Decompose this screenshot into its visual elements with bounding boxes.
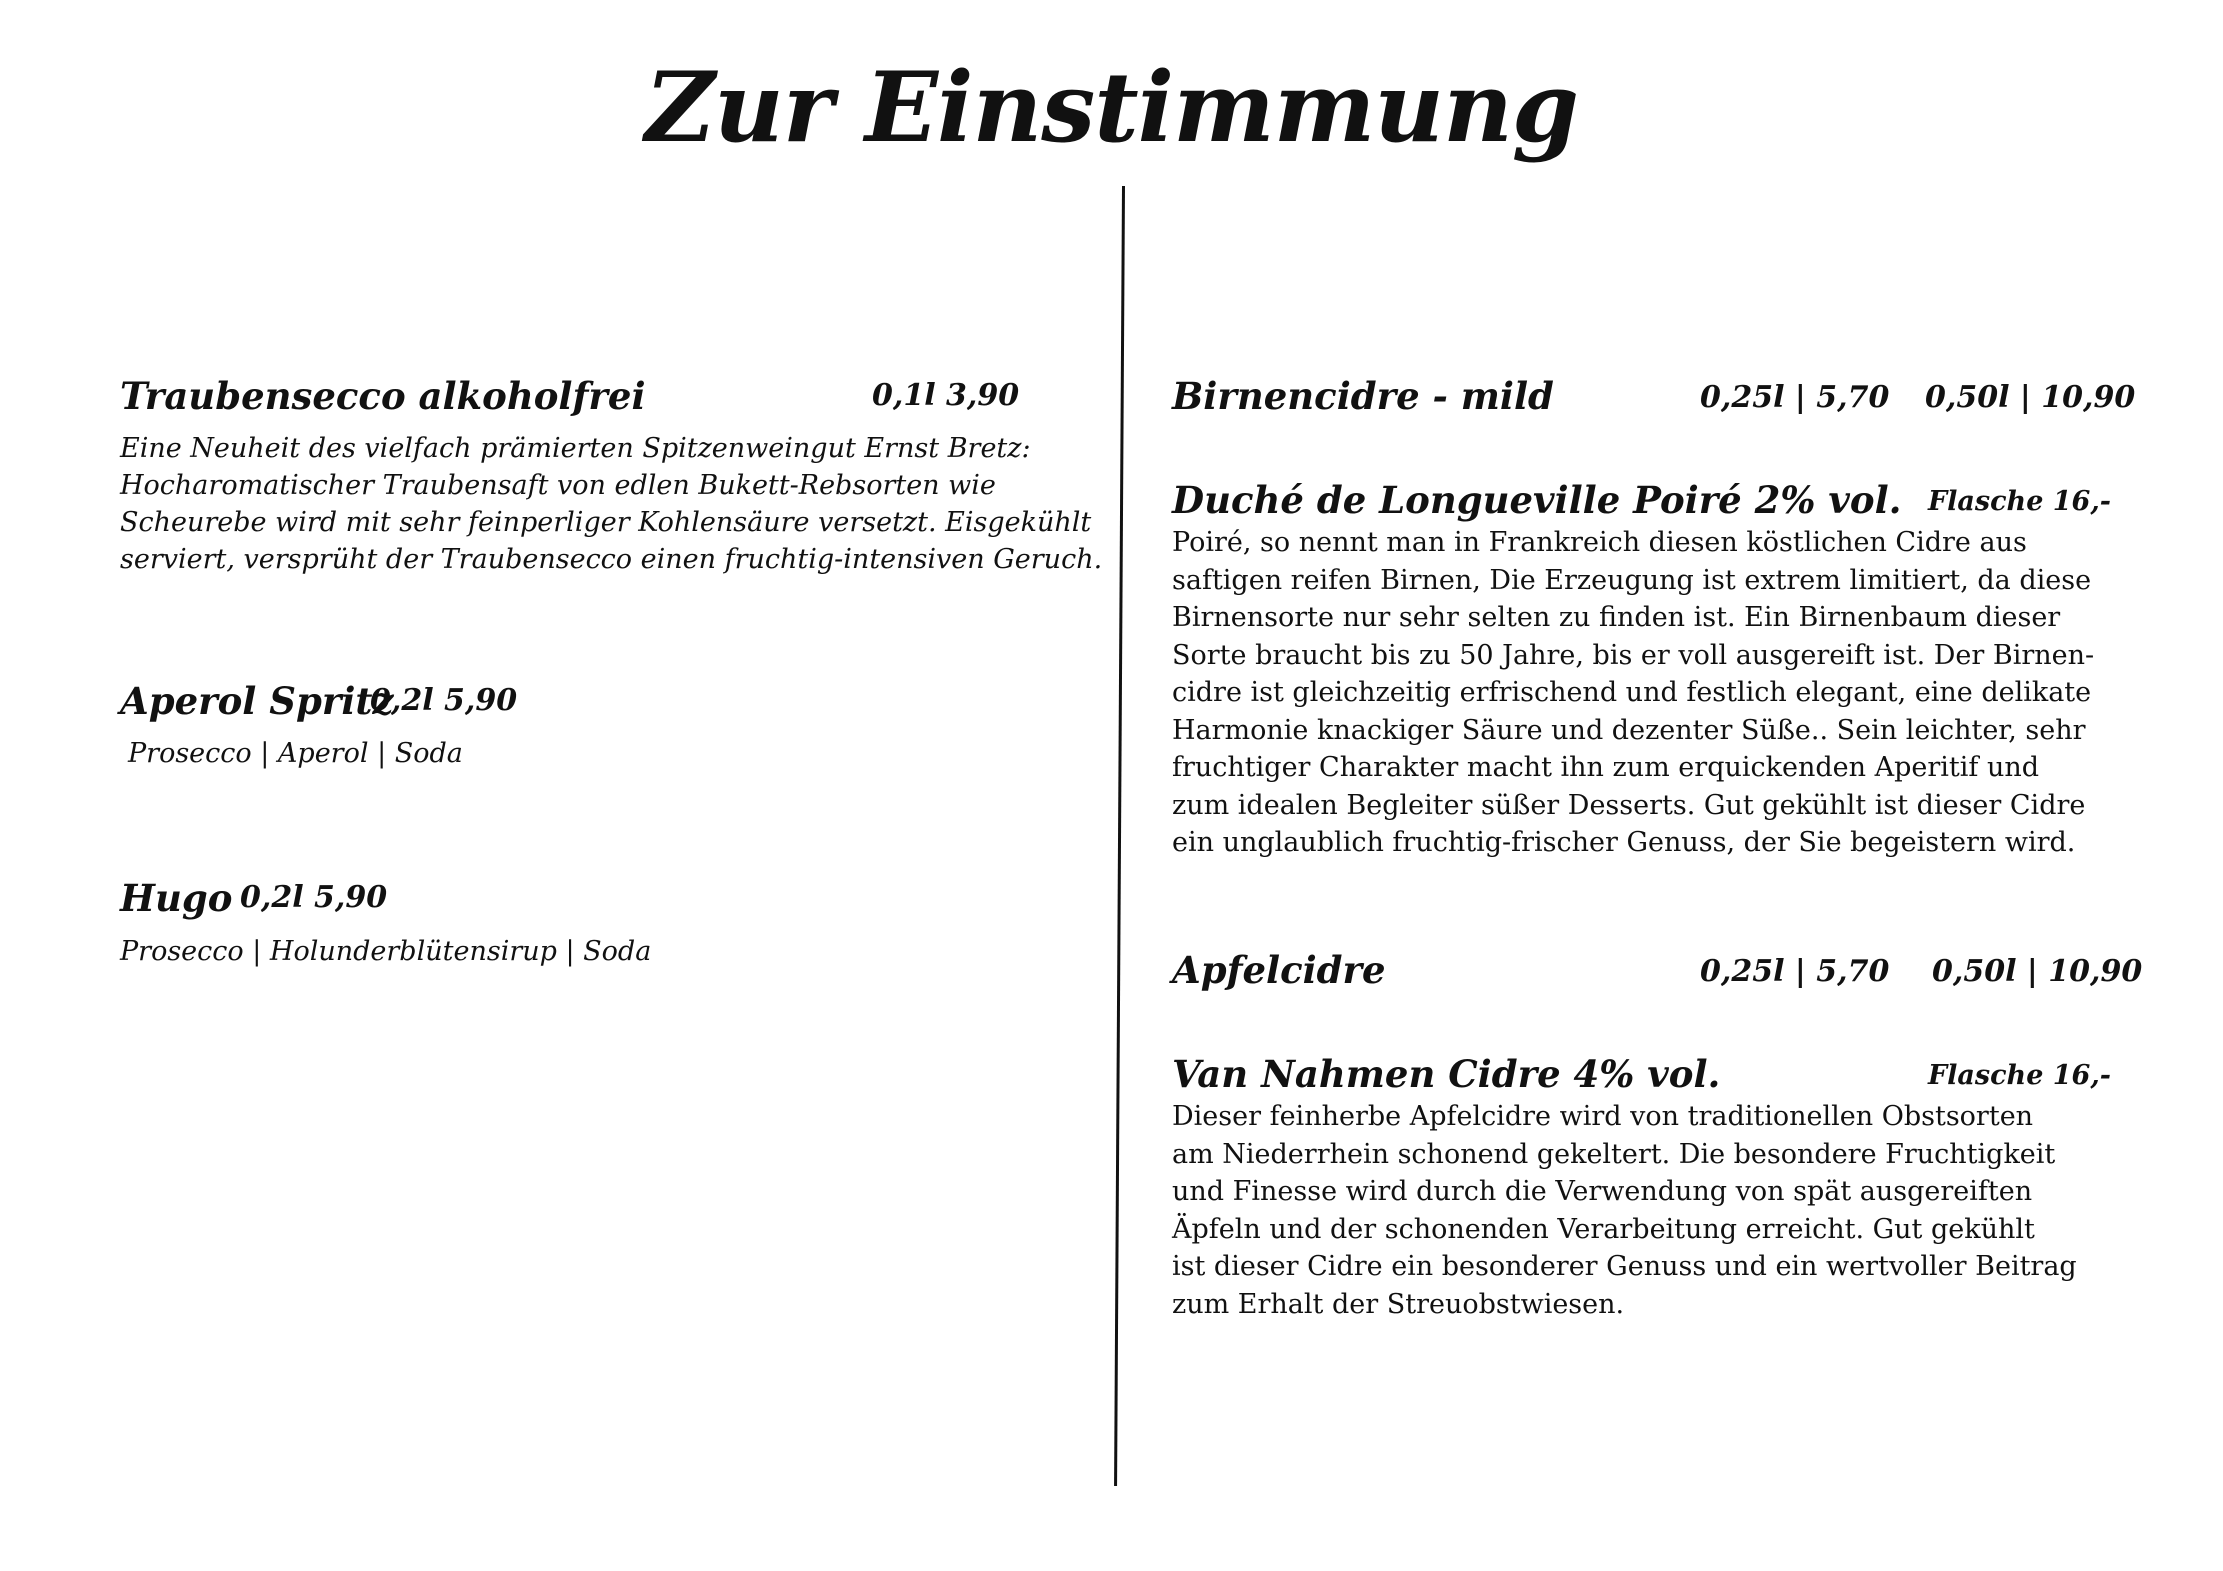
item-description-aperol-spritz: Prosecco | Aperol | Soda — [128, 738, 463, 769]
description-line: Harmonie knackiger Säure und dezenter Süße.. Sein leichter, sehr — [1172, 714, 2086, 746]
item-bottle-price-van-nahmen: Flasche 16,- — [1928, 1060, 2111, 1091]
description-line: Äpfeln und der schonenden Verarbeitung erreicht. Gut gekühlt — [1172, 1213, 2035, 1245]
item-price-hugo: 0,2l 5,90 — [240, 880, 388, 915]
description-line: ein unglaublich fruchtig-frischer Genuss, der Sie begeistern wird. — [1172, 827, 2076, 858]
description-line: und Finesse wird durch die Verwendung von spät ausgereiften — [1172, 1176, 2033, 1207]
item-name-birnencidre: Birnencidre - mild — [1172, 374, 1554, 418]
description-line: Poiré, so nennt man in Frankreich diesen köstlichen Cidre aus — [1172, 527, 2027, 558]
item-price-aperol-spritz: 0,2l 5,90 — [370, 683, 518, 718]
description-line: Birnensorte nur sehr selten zu finden ist. Ein Birnenbaum dieser — [1172, 602, 2061, 633]
description-line: Hocharomatischer Traubensaft von edlen Bukett-Rebsorten wie — [120, 470, 996, 501]
description-line: Sorte braucht bis zu 50 Jahre, bis er voll ausgereift ist. Der Birnen- — [1172, 639, 2095, 671]
description-line: Scheurebe wird mit sehr feinperliger Kohlensäure versetzt. Eisgekühlt — [120, 507, 1092, 538]
item-bottle-price-duche: Flasche 16,- — [1928, 486, 2111, 517]
item-price-small-birnencidre: 0,25l | 5,70 — [1700, 380, 1890, 415]
item-name-apfelcidre: Apfelcidre — [1172, 948, 1386, 992]
item-description-van-nahmen — [1172, 1098, 2077, 1323]
description-line: serviert, versprüht der Traubensecco einen fruchtig-intensiven Geruch. — [120, 544, 1103, 575]
column-divider — [1114, 186, 1125, 1486]
description-line: zum Erhalt der Streuobstwiesen. — [1172, 1288, 1625, 1320]
item-name-traubensecco: Traubensecco alkoholfrei — [120, 374, 646, 418]
item-description-hugo: Prosecco | Holunderblütensirup | Soda — [120, 936, 652, 967]
item-description-traubensecco — [120, 430, 1102, 578]
description-line: ist dieser Cidre ein besonderer Genuss und ein wertvoller Beitrag — [1172, 1251, 2077, 1282]
description-line: zum idealen Begleiter süßer Desserts. Gut gekühlt ist dieser Cidre — [1172, 789, 2086, 821]
description-line: am Niederrhein schonend gekeltert. Die besondere Fruchtigkeit — [1172, 1138, 2056, 1170]
item-name-van-nahmen-cidre: Van Nahmen Cidre 4% vol. — [1172, 1052, 1721, 1096]
description-line: fruchtiger Charakter macht ihn zum erquickenden Aperitif und — [1172, 752, 2040, 783]
item-price-large-apfelcidre: 0,50l | 10,90 — [1932, 954, 2143, 989]
description-line: saftigen reifen Birnen, Die Erzeugung ist extrem limitiert, da diese — [1172, 564, 2092, 596]
item-price-traubensecco: 0,1l 3,90 — [872, 378, 1020, 413]
item-name-duche-de-longueville: Duché de Longueville Poiré 2% vol. — [1172, 478, 1902, 522]
item-name-aperol-spritz: Aperol Spritz — [120, 679, 394, 723]
description-line: cidre ist gleichzeitig erfrischend und festlich elegant, eine delikate — [1172, 677, 2092, 708]
page-title: Zur Einstimmung — [644, 51, 1579, 164]
description-line: Dieser feinherbe Apfelcidre wird von traditionellen Obstsorten — [1172, 1101, 2034, 1132]
item-price-large-birnencidre: 0,50l | 10,90 — [1925, 380, 2136, 415]
description-line: Eine Neuheit des vielfach prämierten Spitzenweingut Ernst Bretz: — [120, 433, 1031, 464]
item-price-small-apfelcidre: 0,25l | 5,70 — [1700, 954, 1890, 989]
item-name-hugo: Hugo — [120, 876, 233, 920]
item-description-duche — [1172, 524, 2094, 862]
